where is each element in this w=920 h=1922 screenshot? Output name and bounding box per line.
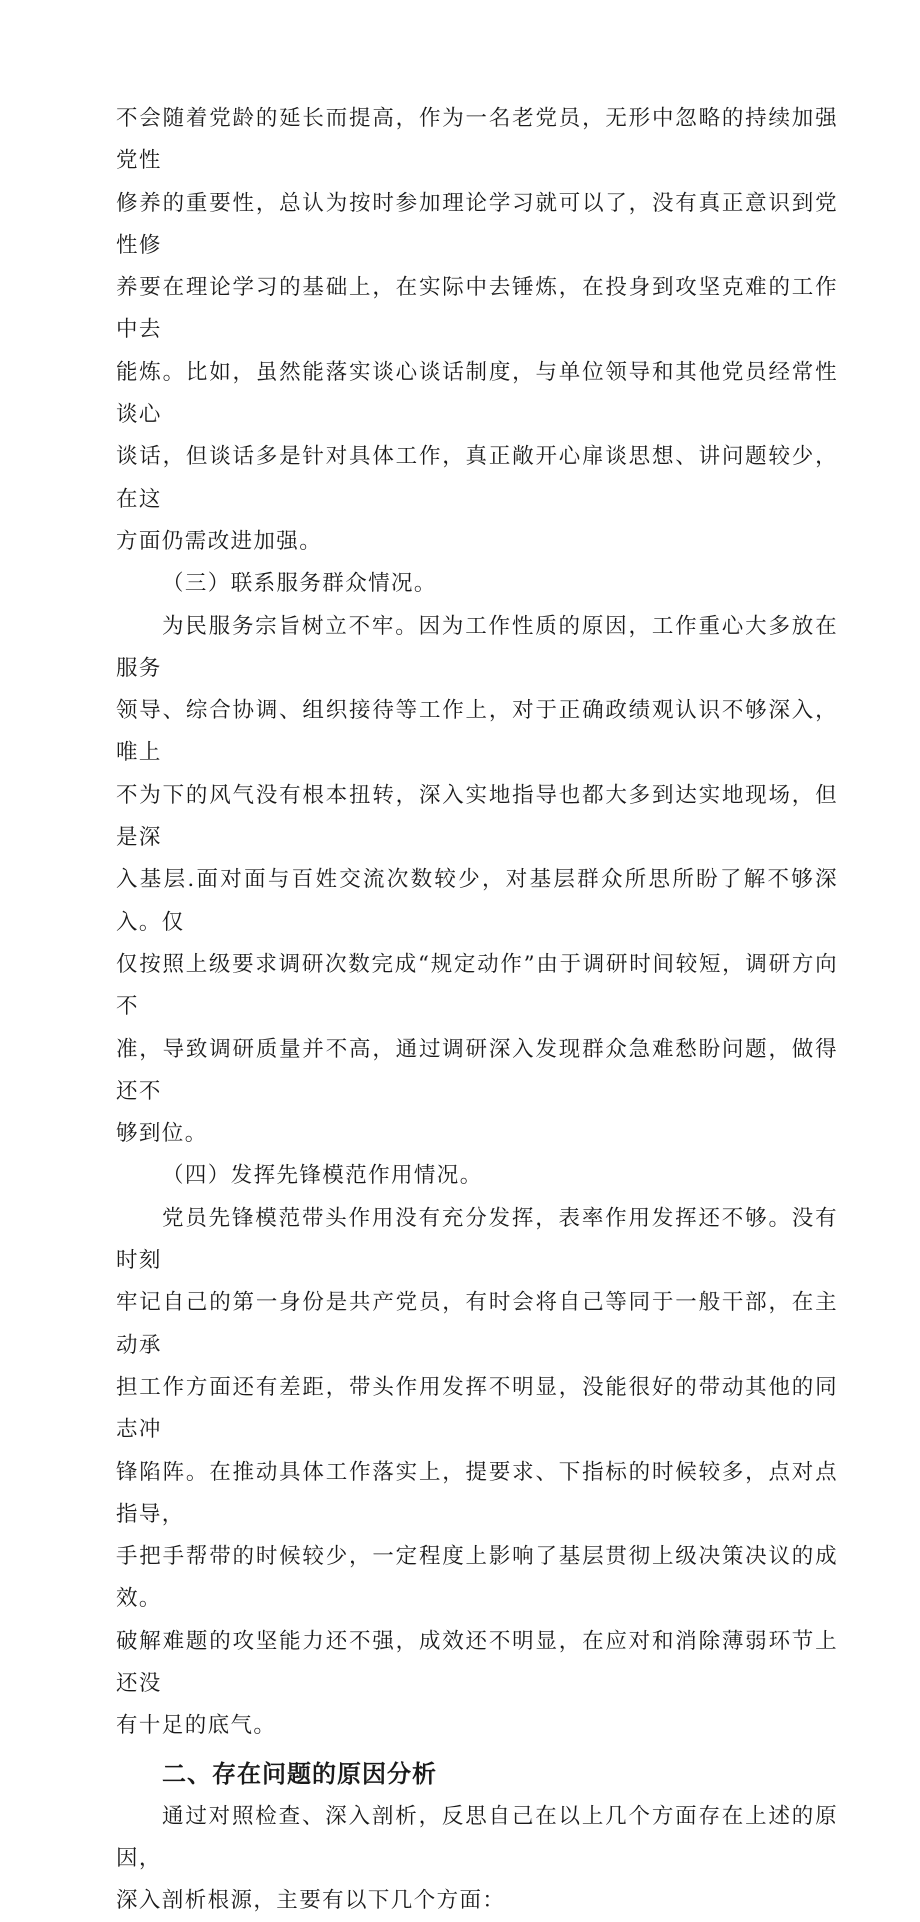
- heading-cause-analysis: 二、存在问题的原因分析: [162, 1759, 437, 1788]
- text-line: 方面仍需改进加强。: [116, 528, 323, 554]
- paragraph-serving-masses: [116, 606, 838, 1156]
- text-line: 深入剖析根源，主要有以下几个方面：: [116, 1888, 506, 1914]
- text-line: 不为下的风气没有根本扭转，深入实地指导也都大多到达实地现场，但是深: [116, 782, 838, 851]
- text-line: 谈话，但谈话多是针对具体工作，真正敞开心扉谈思想、讲问题较少，在这: [116, 444, 838, 512]
- paragraph-party-spirit: [116, 98, 838, 563]
- paragraph-cause-analysis: [116, 1796, 838, 1922]
- text-line: 担工作方面还有差距，带头作用发挥不明显，没能很好的带动其他的同志冲: [116, 1374, 838, 1443]
- text-line: 入基层.面对面与百姓交流次数较少，对基层群众所思所盼了解不够深入。仅: [116, 867, 838, 935]
- text-line: 为民服务宗旨树立不牢。因为工作性质的原因，工作重心大多放在服务: [116, 613, 838, 681]
- text-line: 不会随着党龄的延长而提高，作为一名老党员，无形中忽略的持续加强党性: [116, 106, 838, 174]
- text-line: 党员先锋模范带头作用没有充分发挥，表率作用发挥还不够。没有时刻: [116, 1205, 838, 1274]
- text-line: 能炼。比如，虽然能落实谈心谈话制度，与单位领导和其他党员经常性谈心: [116, 359, 838, 428]
- text-line: 通过对照检查、深入剖析，反思自己在以上几个方面存在上述的原因，: [116, 1803, 838, 1871]
- text-line: 准，导致调研质量并不高，通过调研深入发现群众急难愁盼问题，做得还不: [116, 1036, 838, 1104]
- text-line: 破解难题的攻坚能力还不强，成效还不明显，在应对和消除薄弱环节上还没: [116, 1628, 838, 1696]
- text-line: 仅按照上级要求调研次数完成“规定动作”由于调研时间较短，调研方向不: [116, 951, 838, 1020]
- text-line: 牢记自己的第一身份是共产党员，有时会将自己等同于一般干部，在主动承: [116, 1290, 838, 1358]
- section-title-serving-masses: （三）联系服务群众情况。: [162, 571, 437, 597]
- text-line: 够到位。: [116, 1121, 208, 1147]
- text-line: 有十足的底气。: [116, 1713, 277, 1739]
- paragraph-vanguard-role: [116, 1198, 838, 1748]
- text-line: 手把手帮带的时候较少，一定程度上影响了基层贯彻上级决策决议的成效。: [116, 1544, 838, 1612]
- section-title-vanguard-role: （四）发挥先锋模范作用情况。: [162, 1163, 483, 1189]
- text-line: 锋陷阵。在推动具体工作落实上，提要求、下指标的时候较多，点对点指导，: [116, 1459, 838, 1527]
- text-line: 修养的重要性，总认为按时参加理论学习就可以了，没有真正意识到党性修: [116, 190, 838, 258]
- text-line: 养要在理论学习的基础上，在实际中去锤炼，在投身到攻坚克难的工作中去: [116, 275, 838, 343]
- text-line: 领导、综合协调、组织接待等工作上，对于正确政绩观认识不够深入，唯上: [116, 698, 838, 766]
